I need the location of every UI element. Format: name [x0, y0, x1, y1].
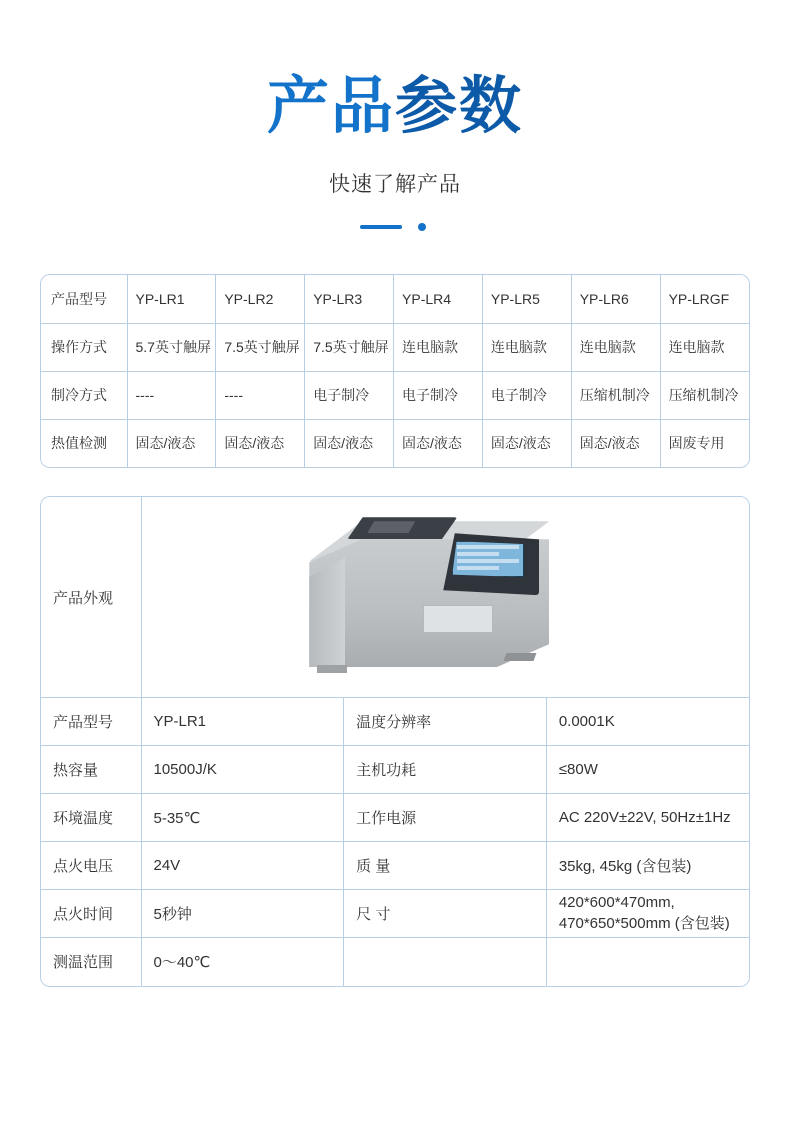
- spec-label: 产品型号: [41, 698, 141, 746]
- spec-value: 24V: [141, 842, 344, 890]
- table-cell: 压缩机制冷: [571, 371, 660, 419]
- table-cell: 固态/液态: [127, 419, 216, 467]
- spec-value: 420*600*470mm, 470*650*500mm (含包装): [546, 890, 749, 938]
- table-cell: 固态/液态: [482, 419, 571, 467]
- detail-table-wrap: [40, 496, 750, 987]
- table-cell: 连电脑款: [394, 323, 483, 371]
- screen-line: [457, 552, 499, 556]
- spec-value: 5-35℃: [141, 794, 344, 842]
- title-divider: [360, 222, 430, 232]
- spec-value: AC 220V±22V, 50Hz±1Hz: [546, 794, 749, 842]
- spec-value: 35kg, 45kg (含包装): [546, 842, 749, 890]
- table-cell: 固态/液态: [571, 419, 660, 467]
- page-header: [0, 0, 790, 232]
- spec-label-empty: [344, 938, 547, 986]
- table-row: [41, 698, 749, 746]
- spec-value: 0.0001K: [546, 698, 749, 746]
- table-cell: 压缩机制冷: [660, 371, 749, 419]
- table-cell: ----: [216, 371, 305, 419]
- device-lid-inner-icon: [367, 521, 415, 533]
- table-cell: YP-LR6: [571, 275, 660, 323]
- product-image-cell: [141, 497, 749, 698]
- screen-line: [457, 566, 499, 570]
- row-label: 热值检测: [41, 419, 127, 467]
- spec-value: YP-LR1: [141, 698, 344, 746]
- table-cell: 电子制冷: [394, 371, 483, 419]
- appearance-row: [41, 497, 749, 698]
- product-detail-table: [41, 497, 749, 986]
- table-cell: YP-LR5: [482, 275, 571, 323]
- screen-line: [457, 559, 519, 563]
- row-label: 制冷方式: [41, 371, 127, 419]
- spec-label: 热容量: [41, 746, 141, 794]
- table-cell: YP-LR2: [216, 275, 305, 323]
- spec-label: 温度分辨率: [344, 698, 547, 746]
- table-row: [41, 371, 749, 419]
- table-cell: YP-LR1: [127, 275, 216, 323]
- table-cell: 固废专用: [660, 419, 749, 467]
- spec-value: ≤80W: [546, 746, 749, 794]
- table-row: [41, 890, 749, 938]
- spec-value: 0～40℃: [141, 938, 344, 986]
- table-row: [41, 419, 749, 467]
- spec-label: 测温范围: [41, 938, 141, 986]
- appearance-label: 产品外观: [41, 497, 141, 698]
- spec-value-empty: [546, 938, 749, 986]
- page-title-part1: 产品: [266, 69, 395, 142]
- divider-bar-icon: [360, 225, 402, 229]
- table-cell: 电子制冷: [482, 371, 571, 419]
- device-foot-right-icon: [504, 653, 537, 661]
- detail-table-container: [40, 496, 750, 987]
- table-cell: 7.5英寸触屏: [216, 323, 305, 371]
- spec-value: 10500J/K: [141, 746, 344, 794]
- table-cell: YP-LR3: [305, 275, 394, 323]
- page-subtitle: 快速了解产品: [329, 173, 461, 197]
- table-cell: YP-LR4: [394, 275, 483, 323]
- spec-label: 主机功耗: [344, 746, 547, 794]
- page-title-part2: 参数: [395, 69, 524, 142]
- model-table-wrap: [40, 274, 750, 468]
- table-cell: 电子制冷: [305, 371, 394, 419]
- spec-label: 质 量: [344, 842, 547, 890]
- table-cell: 连电脑款: [660, 323, 749, 371]
- spec-value: 5秒钟: [141, 890, 344, 938]
- spec-label: 点火电压: [41, 842, 141, 890]
- calorimeter-device-illustration: [295, 497, 595, 697]
- spec-label: 环境温度: [41, 794, 141, 842]
- table-row: [41, 275, 749, 323]
- table-cell: 连电脑款: [571, 323, 660, 371]
- device-foot-left-icon: [317, 665, 347, 673]
- model-comparison-table: [41, 275, 749, 467]
- screen-line: [457, 545, 519, 549]
- table-row: [41, 323, 749, 371]
- table-cell: 固态/液态: [216, 419, 305, 467]
- table-row: [41, 794, 749, 842]
- model-table-container: [40, 274, 750, 468]
- spec-label: 点火时间: [41, 890, 141, 938]
- table-row: [41, 746, 749, 794]
- table-row: [41, 842, 749, 890]
- row-label: 操作方式: [41, 323, 127, 371]
- table-cell: ----: [127, 371, 216, 419]
- spec-label: 工作电源: [344, 794, 547, 842]
- table-cell: 固态/液态: [305, 419, 394, 467]
- table-cell: 7.5英寸触屏: [305, 323, 394, 371]
- table-cell: 连电脑款: [482, 323, 571, 371]
- device-front-plate-icon: [423, 605, 493, 633]
- table-row: [41, 938, 749, 986]
- divider-dot-icon: [418, 223, 426, 231]
- device-screen-icon: [452, 541, 524, 577]
- page-title: [0, 69, 790, 142]
- spec-label: 尺 寸: [344, 890, 547, 938]
- row-label: 产品型号: [41, 275, 127, 323]
- table-cell: 5.7英寸触屏: [127, 323, 216, 371]
- table-cell: 固态/液态: [394, 419, 483, 467]
- table-cell: YP-LRGF: [660, 275, 749, 323]
